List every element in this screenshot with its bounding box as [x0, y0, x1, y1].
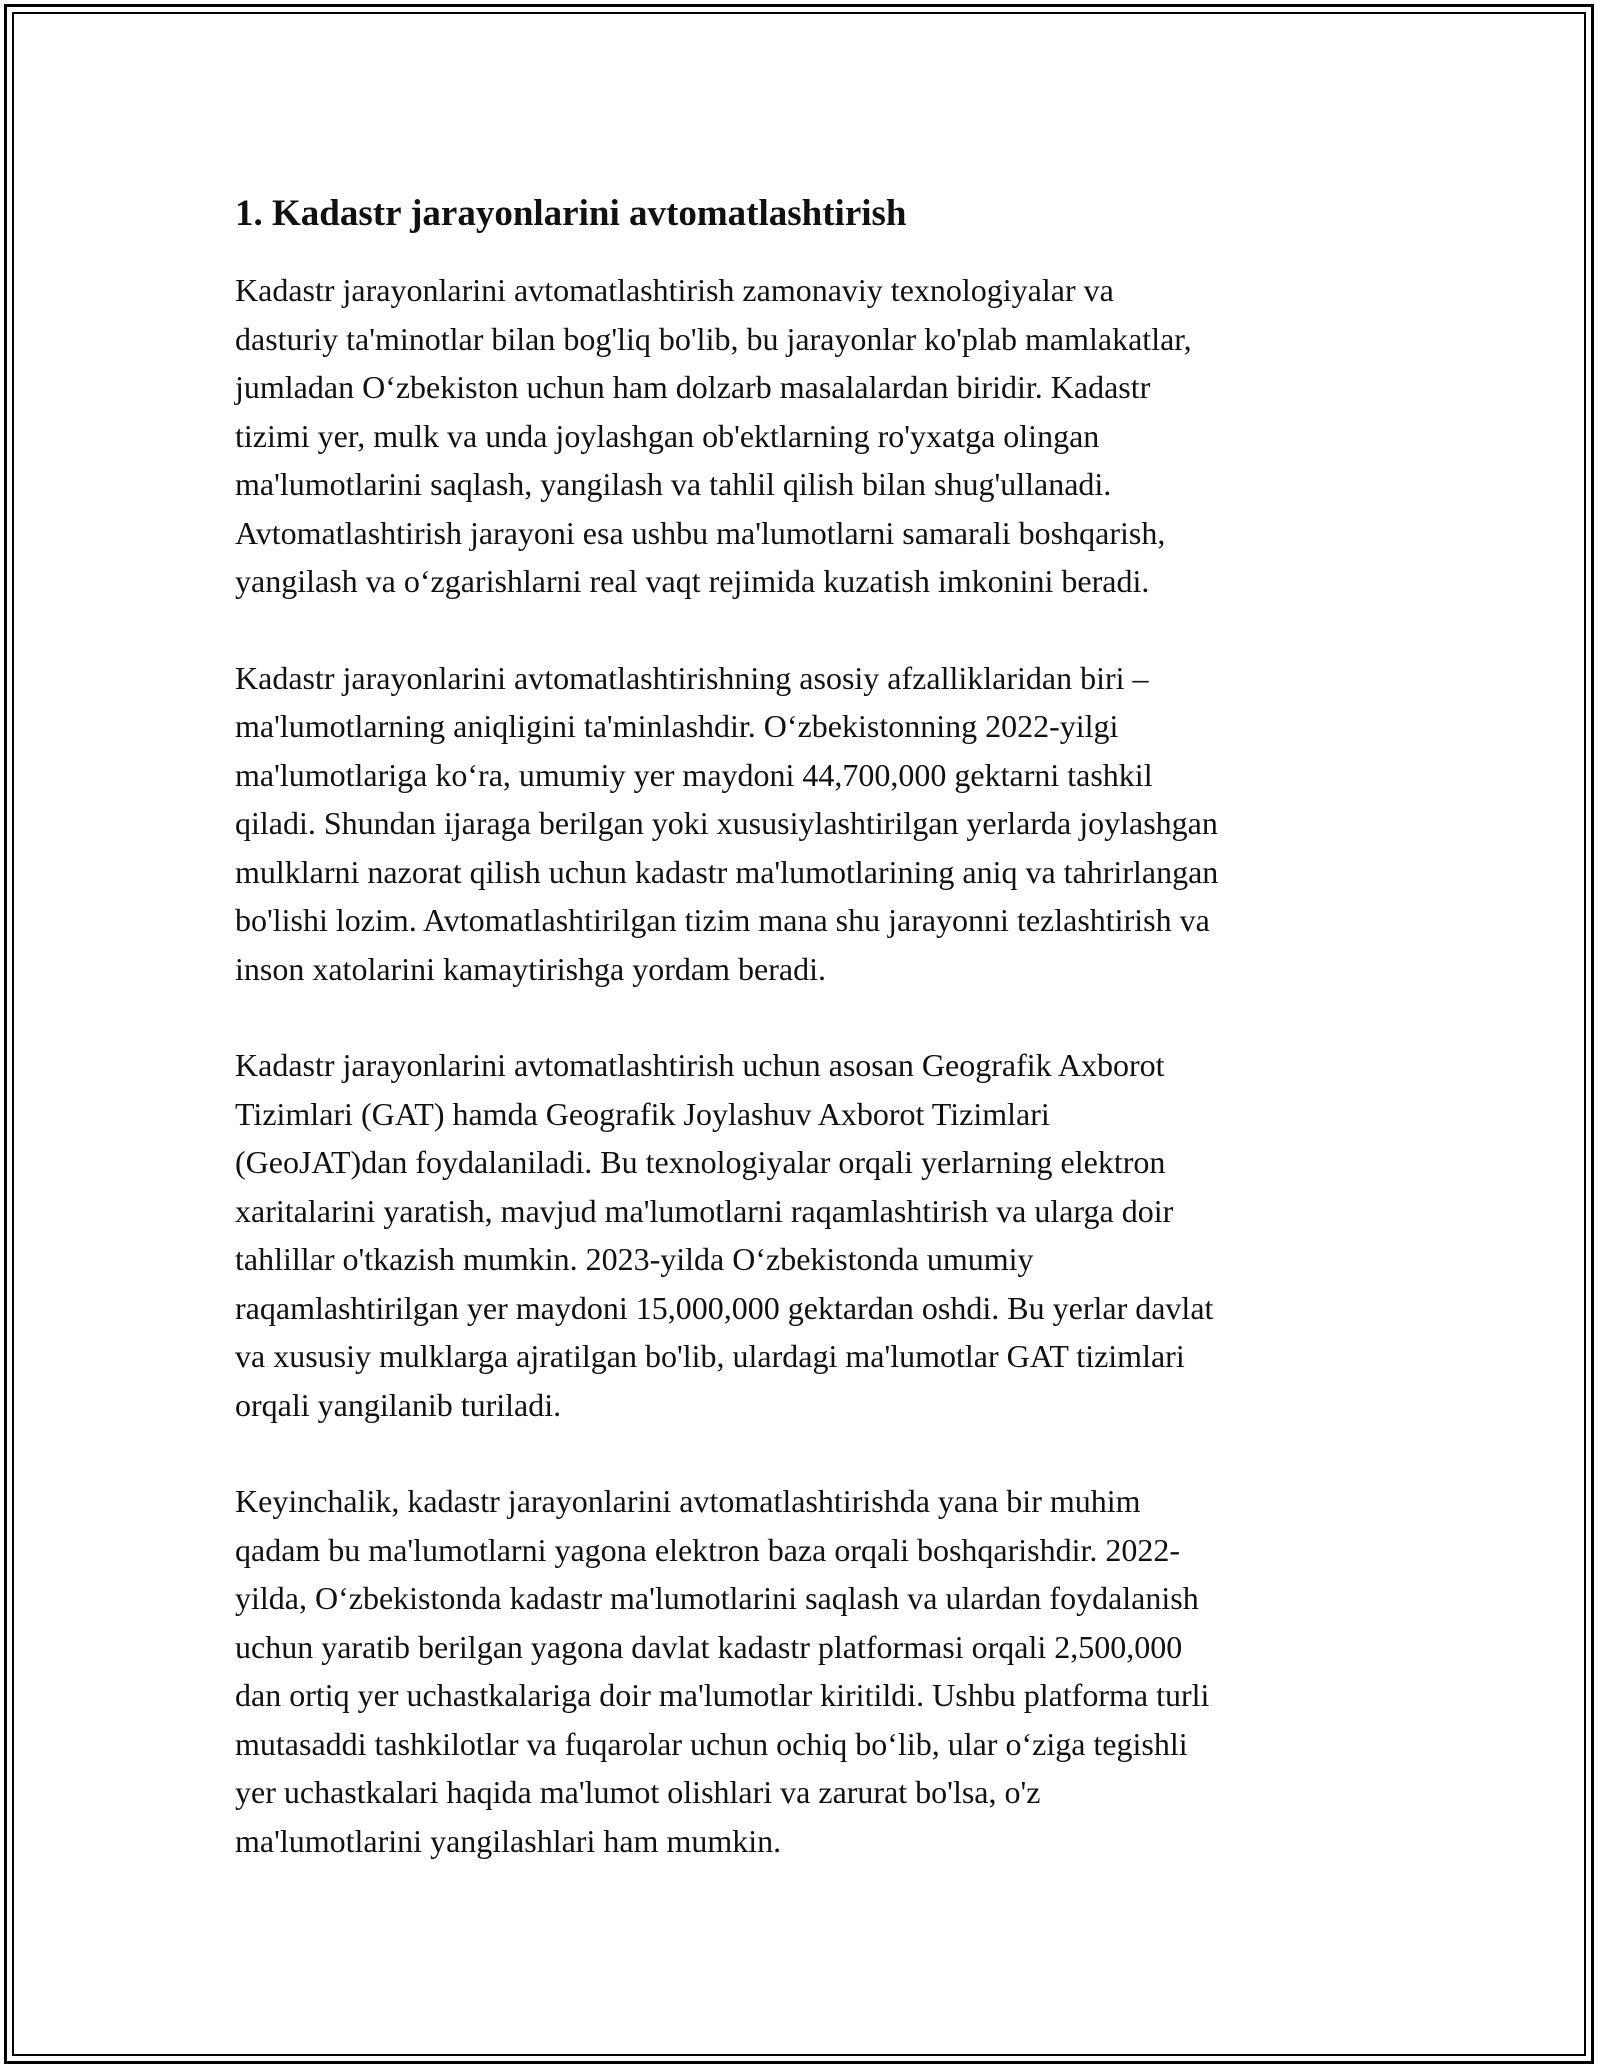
paragraph-line: ma'lumotlarini saqlash, yangilash va tahlil qilish bilan shug'ullanadi. — [235, 466, 1112, 502]
paragraph-line: Keyinchalik, kadastr jarayonlarini avtomatlashtirishda yana bir muhim — [235, 1483, 1141, 1519]
paragraph-line: ma'lumotlarning aniqligini ta'minlashdir. O‘zbekistonning 2022-yilgi — [235, 708, 1119, 744]
paragraph-line: bo'lishi lozim. Avtomatlashtirilgan tizim mana shu jarayonni tezlashtirish va — [235, 902, 1210, 938]
paragraph-line: qiladi. Shundan ijaraga berilgan yoki xususiylashtirilgan yerlarda joylashgan — [235, 805, 1218, 841]
paragraph-line: yangilash va o‘zgarishlarni real vaqt rejimida kuzatish imkonini beradi. — [235, 563, 1150, 599]
document-body — [235, 190, 1370, 1913]
section-heading: 1. Kadastr jarayonlarini avtomatlashtirish — [235, 193, 907, 234]
paragraph-line: yer uchastkalari haqida ma'lumot olishlari va zarurat bo'lsa, o'z — [235, 1774, 1041, 1810]
paragraph-line: dan ortiq yer uchastkalariga doir ma'lumotlar kiritildi. Ushbu platforma turli — [235, 1677, 1210, 1713]
paragraph-line: Avtomatlashtirish jarayoni esa ushbu ma'lumotlarni samarali boshqarish, — [235, 514, 1166, 551]
paragraph-3 — [235, 1041, 1370, 1429]
paragraph-line: mulklarni nazorat qilish uchun kadastr ma'lumotlarining aniq va tahrirlangan — [235, 853, 1219, 890]
paragraph-line: inson xatolarini kamaytirishga yordam beradi. — [235, 950, 826, 987]
paragraph-line: tizimi yer, mulk va unda joylashgan ob'ektlarning ro'yxatga olingan — [235, 417, 1100, 454]
paragraph-line: uchun yaratib berilgan yagona davlat kadastr platformasi orqali 2,500,000 — [235, 1628, 1183, 1665]
paragraph-line: Tizimlari (GAT) hamda Geografik Joylashuv Axborot Tizimlari — [235, 1095, 1050, 1132]
paragraph-line: Kadastr jarayonlarini avtomatlashtirishning asosiy afzalliklaridan biri – — [235, 659, 1149, 696]
paragraph-line: raqamlashtirilgan yer maydoni 15,000,000 gektardan oshdi. Bu yerlar davlat — [235, 1289, 1214, 1326]
paragraph-line: dasturiy ta'minotlar bilan bog'liq bo'lib, bu jarayonlar ko'plab mamlakatlar, — [235, 320, 1192, 357]
paragraph-2 — [235, 654, 1370, 994]
paragraph-line: Kadastr jarayonlarini avtomatlashtirish zamonaviy texnologiyalar va — [235, 272, 1114, 308]
paragraph-line: qadam bu ma'lumotlarni yagona elektron baza orqali boshqarishdir. 2022- — [235, 1531, 1181, 1568]
paragraph-line: tahlillar o'tkazish mumkin. 2023-yilda O‘zbekistonda umumiy — [235, 1241, 1034, 1277]
paragraph-4 — [235, 1477, 1370, 1865]
paragraph-line: (GeoJAT)dan foydalaniladi. Bu texnologiyalar orqali yerlarning elektron — [235, 1144, 1166, 1180]
paragraph-line: ma'lumotlarini yangilashlari ham mumkin. — [235, 1822, 782, 1859]
paragraph-1 — [235, 266, 1370, 606]
paragraph-line: xaritalarini yaratish, mavjud ma'lumotlarni raqamlashtirish va ularga doir — [235, 1192, 1174, 1229]
paragraph-line: Kadastr jarayonlarini avtomatlashtirish uchun asosan Geografik Axborot — [235, 1047, 1165, 1083]
paragraph-line: mutasaddi tashkilotlar va fuqarolar uchun ochiq bo‘lib, ular o‘ziga tegishli — [235, 1725, 1188, 1762]
paragraph-line: ma'lumotlariga ko‘ra, umumiy yer maydoni 44,700,000 gektarni tashkil — [235, 756, 1153, 793]
paragraph-line: orqali yangilanib turiladi. — [235, 1386, 562, 1423]
paragraph-line: va xususiy mulklarga ajratilgan bo'lib, ulardagi ma'lumotlar GAT tizimlari — [235, 1338, 1185, 1374]
paragraph-line: jumladan O‘zbekiston uchun ham dolzarb masalalardan biridir. Kadastr — [235, 369, 1151, 405]
paragraph-line: yilda, O‘zbekistonda kadastr ma'lumotlarini saqlash va ulardan foydalanish — [235, 1580, 1199, 1616]
